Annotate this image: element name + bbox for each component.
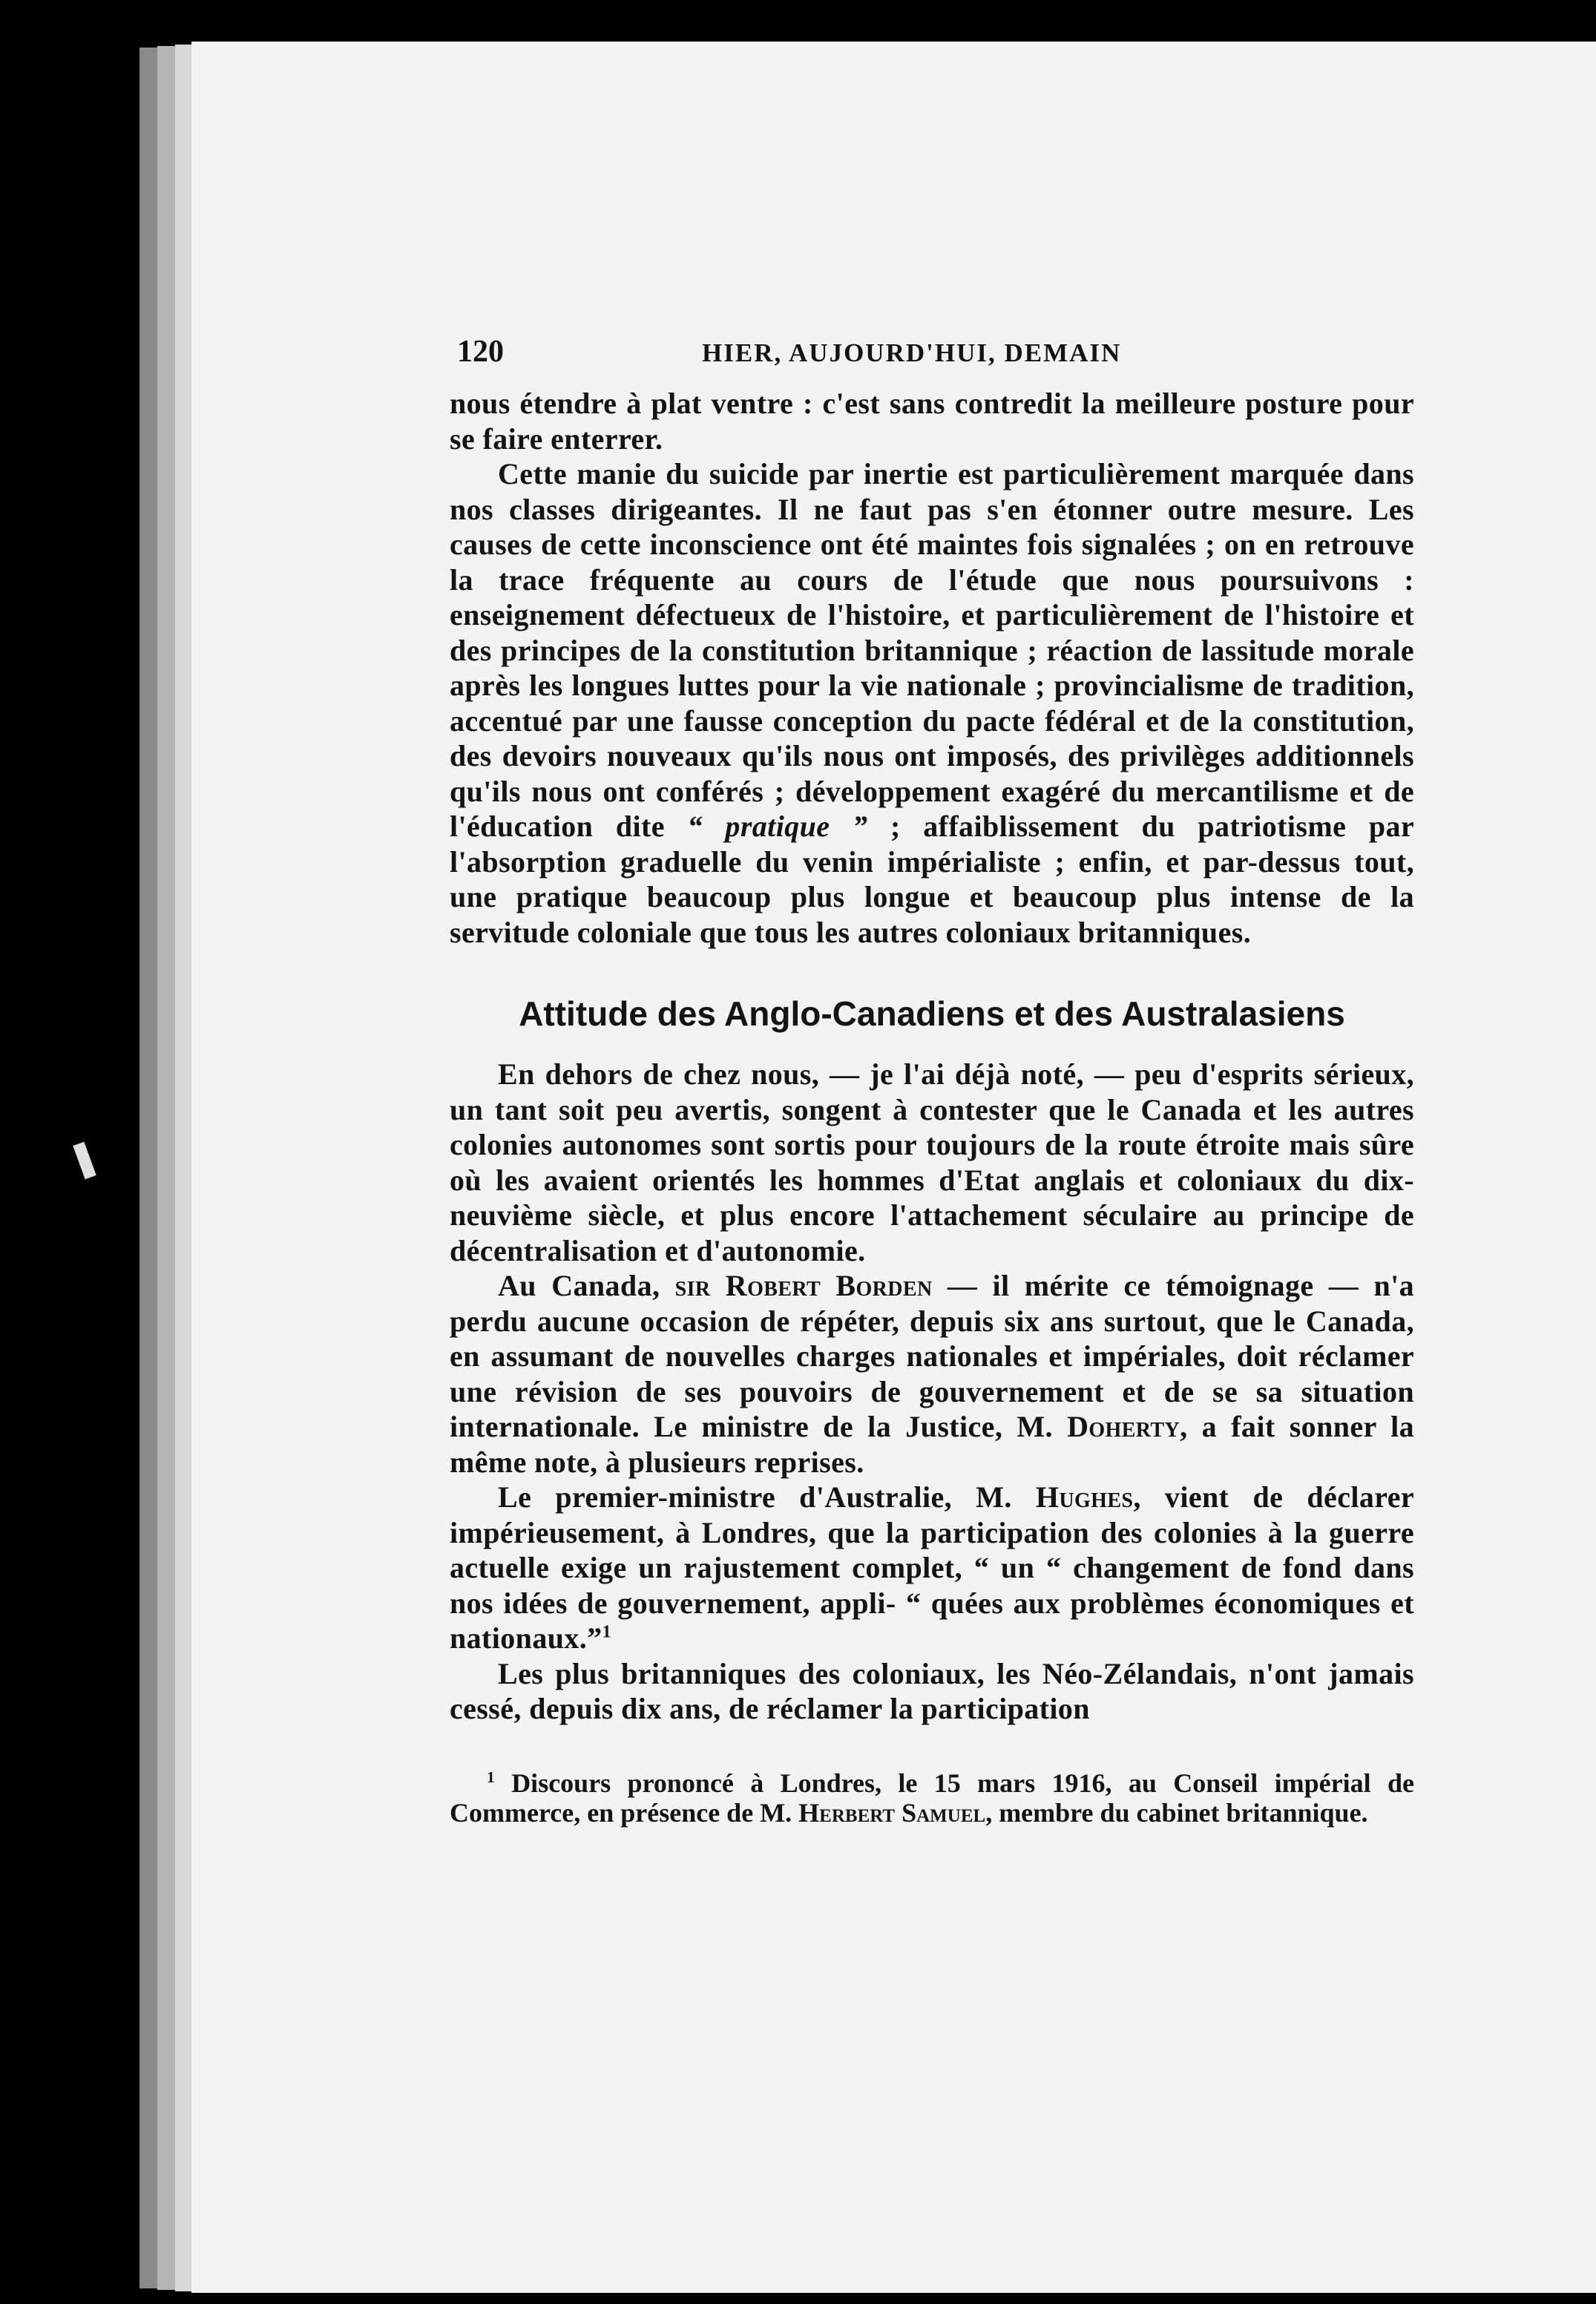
paragraph-text: , a fait sonner la même note, à plusieurs reprises. xyxy=(450,1410,1415,1479)
paragraph-text: , vient de déclarer impérieusement, à Londres, que la participation des colonies à la guerre actuelle exige un rajustement complet, “ un “ changement de fond dans nos idées de gouvernement, appli- “ quées aux problèmes économiques et nationaux.” xyxy=(450,1480,1414,1655)
page-number: 120 xyxy=(457,335,504,369)
paragraph: nous étendre à plat ventre : c'est sans contredit la meilleure posture pour se faire enterrer. xyxy=(450,387,1414,456)
paragraph xyxy=(450,1480,1414,1656)
footnote-reference: 1 xyxy=(602,1622,611,1642)
book-page xyxy=(191,42,1596,2293)
running-head xyxy=(450,334,1414,386)
footnote xyxy=(450,1768,1414,1828)
paragraph xyxy=(450,1268,1414,1480)
italic-phrase: “ pratique ” xyxy=(687,810,868,843)
paragraph-text: Au Canada, xyxy=(498,1269,660,1302)
footnote-text: , membre du cabinet britannique. xyxy=(985,1797,1368,1828)
scan-artifact xyxy=(73,1142,96,1180)
paragraph xyxy=(450,456,1414,950)
person-name: sir Robert Borden xyxy=(674,1269,933,1302)
paragraph: Les plus britanniques des coloniaux, les Néo-Zélandais, n'ont jamais cessé, depuis dix ans, de réclamer la participation xyxy=(450,1656,1414,1725)
paragraph: En dehors de chez nous, — je l'ai déjà noté, — peu d'esprits sérieux, un tant soit peu avertis, songent à contester que le Canada et les autres colonies autonomes sont sortis pour toujours de la route étroite mais sûre où les avaient orientés les hommes d'Etat anglais et coloniaux du dix-neuvième siècle, et plus encore l'attachement séculaire au principe de décentralisation et d'autonomie. xyxy=(450,1057,1414,1267)
paragraph-text: Cette manie du suicide par inertie est particulièrement marquée dans nos classes dirigeantes. Il ne faut pas s'en étonner outre mesure. Les causes de cette inconscience ont été maintes fois signalées ; on en retrouve la trace fréquente au cours de l'étude que nous poursuivons : enseignement défectueux de l'histoire, et particulièrement de l'histoire et des principes de la constitution britannique ; réaction de lassitude morale après les longues luttes pour la vie nationale ; provincialisme de tradition, accentué par une fausse conception du pacte fédéral et de la constitution, des devoirs nouveaux qu'ils nous ont imposés, des privilèges additionnels qu'ils nous ont conférés ; développement exagéré du mercantilisme et de l'éducation dite xyxy=(450,457,1414,843)
footnote-text: Discours prononcé à Londres, le 15 mars 1916, au Conseil impérial de Commerce, en présence de M. xyxy=(450,1768,1415,1828)
person-name: Hughes xyxy=(1035,1480,1134,1514)
page-content xyxy=(450,334,1414,1854)
running-head-title: HIER, AUJOURD'HUI, DEMAIN xyxy=(702,338,1122,367)
section-heading: Attitude des Anglo-Canadiens et des Australasiens xyxy=(519,994,1345,1033)
paragraph-text: ; affaiblissement du patriotisme par l'absorption graduelle du venin impérialiste ; enfin, et par-dessus tout, une pratique beaucoup plus longue et beaucoup plus intense de la servitude coloniale que tous les autres coloniaux britanniques. xyxy=(450,810,1415,949)
paragraph-text: — il mérite ce témoignage — n'a perdu aucune occasion de répéter, depuis six ans surtout, que le Canada, en assumant de nouvelles charges nationales et impériales, doit réclamer une révision de ses pouvoirs de gouvernement et de se sa situation internationale. Le ministre de la Justice, M. xyxy=(450,1269,1414,1443)
person-name: Doherty xyxy=(1067,1410,1180,1443)
footnote-mark: 1 xyxy=(487,1768,495,1786)
paragraph-text: Le premier-ministre d'Australie, M. xyxy=(498,1480,1012,1514)
person-name: Herbert Samuel xyxy=(798,1797,986,1828)
